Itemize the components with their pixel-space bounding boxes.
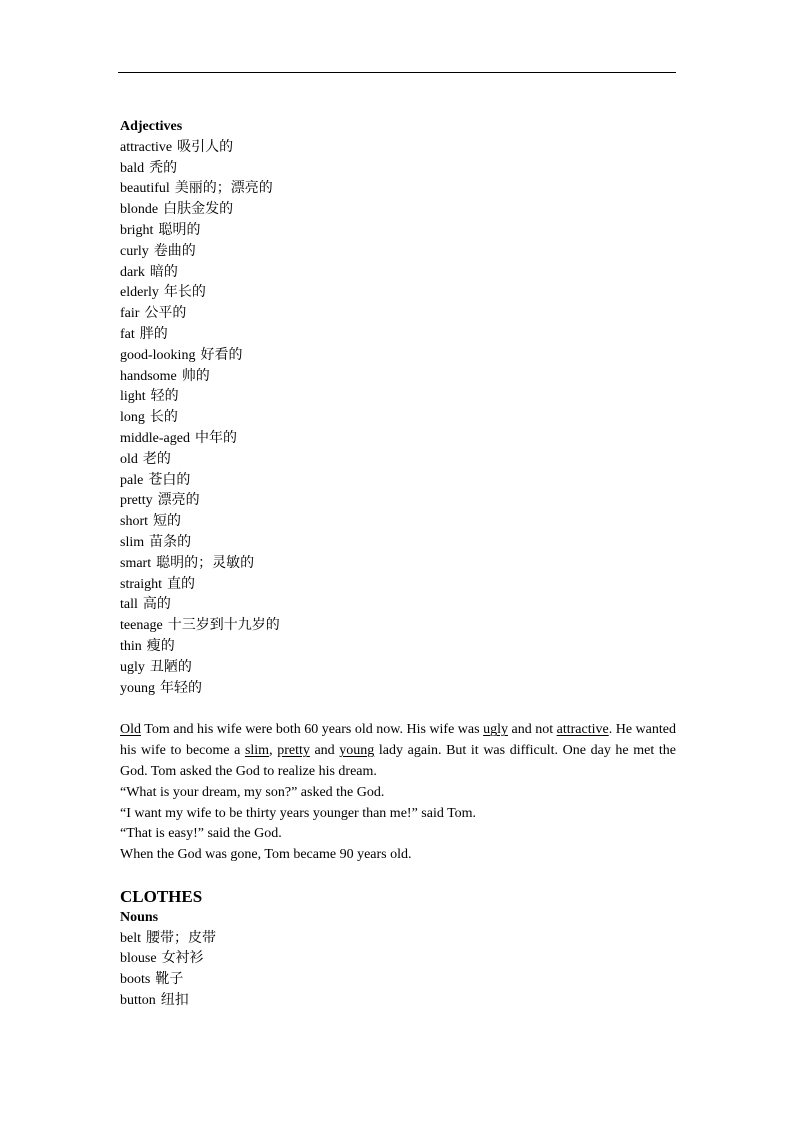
vocab-chinese-translation: 十三岁到十九岁的 xyxy=(167,618,280,634)
vocab-item xyxy=(120,304,676,325)
vocab-english-word: pale xyxy=(120,472,144,488)
vocab-item xyxy=(120,408,676,429)
vocab-item xyxy=(120,179,676,200)
vocab-english-word: elderly xyxy=(120,285,159,301)
vocab-item xyxy=(120,263,676,284)
vocab-item xyxy=(120,554,676,575)
vocab-english-word: smart xyxy=(120,555,152,571)
vocab-chinese-translation: 聪明的 xyxy=(158,222,201,238)
vocab-english-word: middle-aged xyxy=(120,430,190,446)
vocab-english-word: light xyxy=(120,389,146,405)
vocab-chinese-translation: 漂亮的 xyxy=(157,493,200,509)
vocab-chinese-translation: 公平的 xyxy=(144,306,187,322)
vocab-chinese-translation: 暗的 xyxy=(149,264,178,280)
vocab-english-word: long xyxy=(120,410,145,426)
vocab-english-word: belt xyxy=(120,930,141,946)
vocab-item xyxy=(120,533,676,554)
vocab-chinese-translation: 白肤金发的 xyxy=(163,202,234,218)
vocab-english-word: good-looking xyxy=(120,347,196,363)
story-text: and not xyxy=(507,722,557,738)
vocab-english-word: curly xyxy=(120,243,149,259)
vocab-english-word: ugly xyxy=(120,659,145,675)
vocab-chinese-translation: 聪明的；灵敏的 xyxy=(156,555,255,571)
vocab-chinese-translation: 秃的 xyxy=(149,160,178,176)
vocab-item xyxy=(120,575,676,596)
vocab-english-word: dark xyxy=(120,264,145,280)
vocab-chinese-translation: 年轻的 xyxy=(160,680,202,696)
vocab-chinese-translation: 中年的 xyxy=(194,430,237,446)
vocab-chinese-translation: 短的 xyxy=(153,514,181,530)
vocab-english-word: beautiful xyxy=(120,181,170,197)
vocab-chinese-translation: 老的 xyxy=(142,451,171,467)
vocab-chinese-translation: 苗条的 xyxy=(149,534,192,550)
vocab-english-word: old xyxy=(120,451,138,467)
vocab-english-word: fat xyxy=(120,326,135,342)
vocab-english-word: straight xyxy=(120,576,162,592)
vocab-english-word: attractive xyxy=(120,139,173,155)
vocab-item xyxy=(120,637,676,658)
vocab-item xyxy=(120,616,676,637)
underlined-word-young: young xyxy=(339,743,375,759)
vocab-chinese-translation: 年长的 xyxy=(163,285,206,301)
vocab-item xyxy=(120,221,676,242)
vocab-chinese-translation: 高的 xyxy=(142,597,171,613)
vocab-item xyxy=(120,367,676,388)
vocab-item xyxy=(120,429,676,450)
vocab-item xyxy=(120,658,676,679)
vocab-english-word: bright xyxy=(120,222,154,238)
vocab-chinese-translation: 纽扣 xyxy=(160,993,189,1009)
vocab-english-word: blonde xyxy=(120,202,159,218)
vocab-item xyxy=(120,491,676,512)
vocab-english-word: fair xyxy=(120,306,140,322)
vocab-english-word: slim xyxy=(120,534,145,550)
vocab-chinese-translation: 卷曲的 xyxy=(153,243,196,259)
story-closing-line: When the God was gone, Tom became 90 years old. xyxy=(120,847,412,863)
vocab-item xyxy=(120,346,676,367)
header-rule xyxy=(118,72,676,73)
vocab-chinese-translation: 帅的 xyxy=(181,368,210,384)
underlined-word-old: Old xyxy=(120,722,141,738)
page-content xyxy=(120,117,676,1012)
nouns-heading: Nouns xyxy=(120,909,159,925)
vocab-item xyxy=(120,450,676,471)
story-dialogue-line: “I want my wife to be thirty years younger than me!” said Tom. xyxy=(120,805,477,821)
story-text: Tom and his wife were both 60 years old now. His wife was xyxy=(141,722,484,738)
underlined-word-pretty: pretty xyxy=(277,743,310,759)
vocab-item xyxy=(120,242,676,263)
vocab-chinese-translation: 长的 xyxy=(149,410,178,426)
vocab-chinese-translation: 女衬衫 xyxy=(161,951,204,967)
adjectives-list xyxy=(120,138,676,700)
vocab-chinese-translation: 轻的 xyxy=(150,389,179,405)
vocab-english-word: tall xyxy=(120,597,138,613)
vocab-english-word: short xyxy=(120,514,148,530)
vocab-english-word: thin xyxy=(120,638,142,654)
vocab-item xyxy=(120,991,676,1012)
vocab-item xyxy=(120,970,676,991)
vocab-english-word: young xyxy=(120,680,155,696)
vocab-item xyxy=(120,325,676,346)
underlined-word-ugly: ugly xyxy=(483,722,508,738)
story-text: , xyxy=(269,743,278,759)
vocab-item xyxy=(120,949,676,970)
vocab-english-word: handsome xyxy=(120,368,177,384)
vocab-english-word: bald xyxy=(120,160,145,176)
story-text: . He wanted his wife to become a xyxy=(120,722,676,759)
vocab-english-word: button xyxy=(120,993,156,1009)
vocab-chinese-translation: 腰带；皮带 xyxy=(146,930,216,946)
vocab-chinese-translation: 吸引人的 xyxy=(177,139,234,155)
vocab-chinese-translation: 靴子 xyxy=(155,972,184,988)
clothes-section-title: CLOTHES xyxy=(120,886,203,906)
vocab-item xyxy=(120,159,676,180)
vocab-english-word: blouse xyxy=(120,951,157,967)
story-text: lady again. But it was difficult. One day he met the God. Tom asked the God to realize his dream. xyxy=(120,743,676,779)
vocab-chinese-translation: 苍白的 xyxy=(148,472,191,488)
story xyxy=(120,720,676,866)
story-dialogue-line: “That is easy!” said the God. xyxy=(120,826,282,842)
vocab-item xyxy=(120,679,676,700)
adjectives-heading: Adjectives xyxy=(120,119,183,134)
vocab-item xyxy=(120,283,676,304)
story-paragraph xyxy=(120,720,676,782)
clothes-nouns-list xyxy=(120,929,676,1012)
vocab-chinese-translation: 丑陋的 xyxy=(149,659,192,675)
vocab-item xyxy=(120,387,676,408)
vocab-item xyxy=(120,512,676,533)
vocab-english-word: pretty xyxy=(120,493,153,509)
vocab-item xyxy=(120,200,676,221)
vocab-english-word: teenage xyxy=(120,618,163,634)
underlined-word-slim: slim xyxy=(244,743,270,759)
vocab-chinese-translation: 直的 xyxy=(167,576,195,592)
vocab-chinese-translation: 好看的 xyxy=(200,347,243,363)
story-text: and xyxy=(309,743,340,759)
underlined-word-attractive: attractive xyxy=(556,722,609,738)
vocab-english-word: boots xyxy=(120,972,151,988)
vocab-item xyxy=(120,138,676,159)
vocab-chinese-translation: 瘦的 xyxy=(146,638,175,654)
vocab-item xyxy=(120,471,676,492)
vocab-item xyxy=(120,929,676,950)
story-dialogue-line: “What is your dream, my son?” asked the God. xyxy=(120,784,385,800)
vocab-chinese-translation: 胖的 xyxy=(139,326,168,342)
vocab-chinese-translation: 美丽的；漂亮的 xyxy=(174,181,273,197)
vocab-item xyxy=(120,595,676,616)
